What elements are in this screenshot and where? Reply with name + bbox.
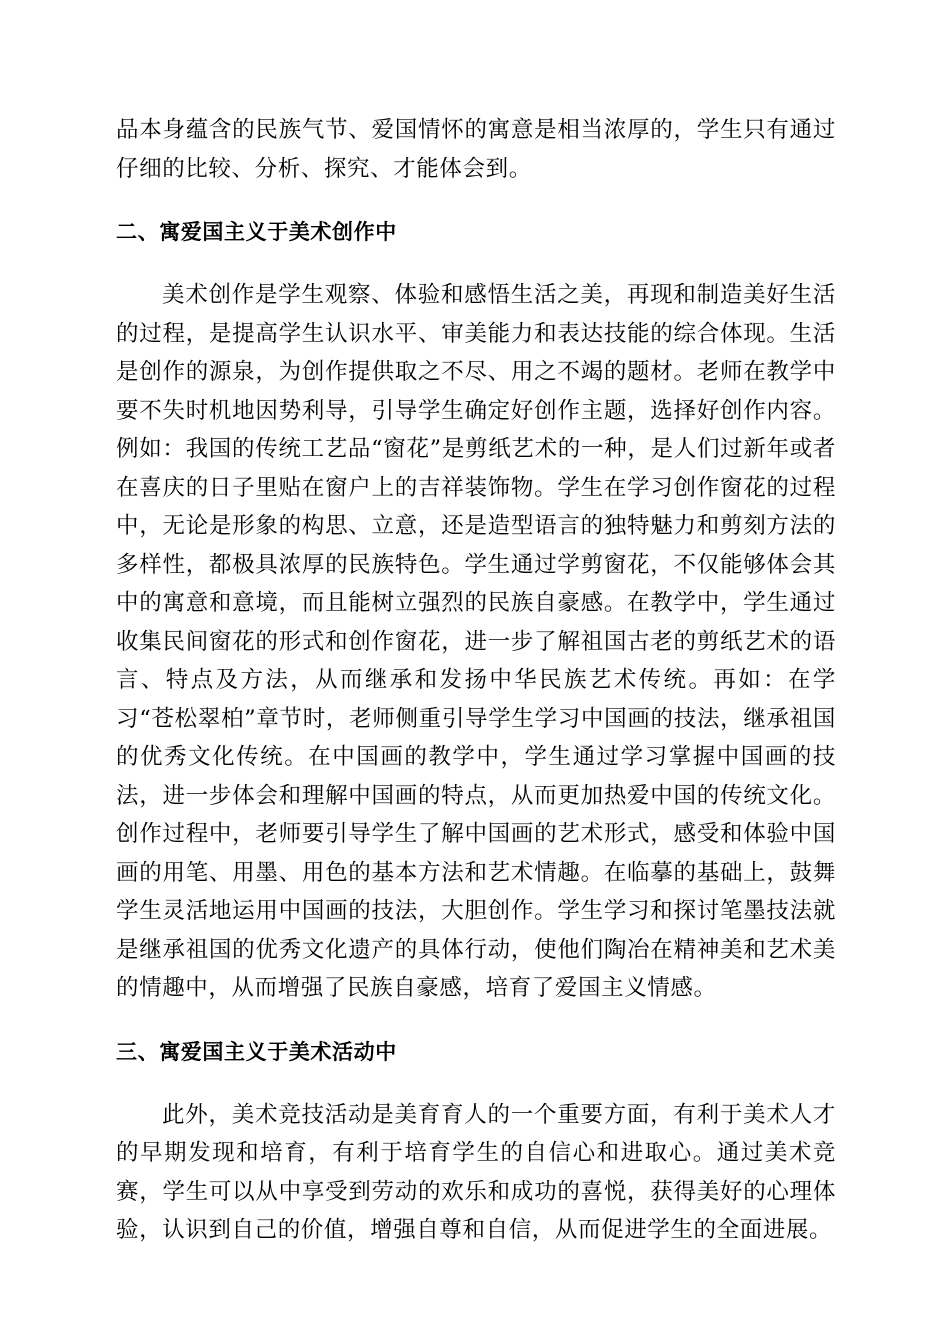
section-paragraph-patriotism-in-creation: 美术创作是学生观察、体验和感悟生活之美，再现和制造美好生活的过程，是提高学生认识水平、审美能力和表达技能的综合体现。生活是创作的源泉，为创作提供取之不尽、用之不竭的题材。老师在教学中要不失时机地因势利导，引导学生确定好创作主题，选择好创作内容。例如：我国的传统工艺品“窗花”是剪纸艺术的一种，是人们过新年或者在喜庆的日子里贴在窗户上的吉祥装饰物。学生在学习创作窗花的过程中，无论是形象的构思、立意，还是造型语言的独特魅力和剪刻方法的多样性，都极具浓厚的民族特色。学生通过学剪窗花，不仅能够体会其中的寓意和意境，而且能树立强烈的民族自豪感。在教学中，学生通过收集民间窗花的形式和创作窗花，进一步了解祖国古老的剪纸艺术的语言、特点及方法，从而继承和发扬中华民族艺术传统。再如：在学习“苍松翠柏”章节时，老师侧重引导学生学习中国画的技法，继承祖国的优秀文化传统。在中国画的教学中，学生通过学习掌握中国画的技法，进一步体会和理解中国画的特点，从而更加热爱中国的传统文化。创作过程中，老师要引导学生了解中国画的艺术形式，感受和体验中国画的用笔、用墨、用色的基本方法和艺术情趣。在临摹的基础上，鼓舞学生灵活地运用中国画的技法，大胆创作。学生学习和探讨笔墨技法就是继承祖国的优秀文化遗产的具体行动，使他们陶冶在精神美和艺术美的情趣中，从而增强了民族自豪感，培育了爱国主义情感。 [116,282,836,1001]
section-heading-patriotism-in-creation: 二、寓爱国主义于美术创作中 [116,220,397,244]
section-paragraph-patriotism-in-activities: 此外，美术竞技活动是美育育人的一个重要方面，有利于美术人才的早期发现和培育，有利于培育学生的自信心和进取心。通过美术竞赛，学生可以从中享受到劳动的欢乐和成功的喜悦，获得美好的心理体验，认识到自己的价值，增强自尊和自信，从而促进学生的全面进展。 [116,1101,836,1243]
section-heading-patriotism-in-activities: 三、寓爱国主义于美术活动中 [116,1039,397,1064]
document-body [116,111,836,1250]
continuation-paragraph: 品本身蕴含的民族气节、爱国情怀的寓意是相当浓厚的，学生只有通过仔细的比较、分析、探究、才能体会到。 [116,117,836,182]
